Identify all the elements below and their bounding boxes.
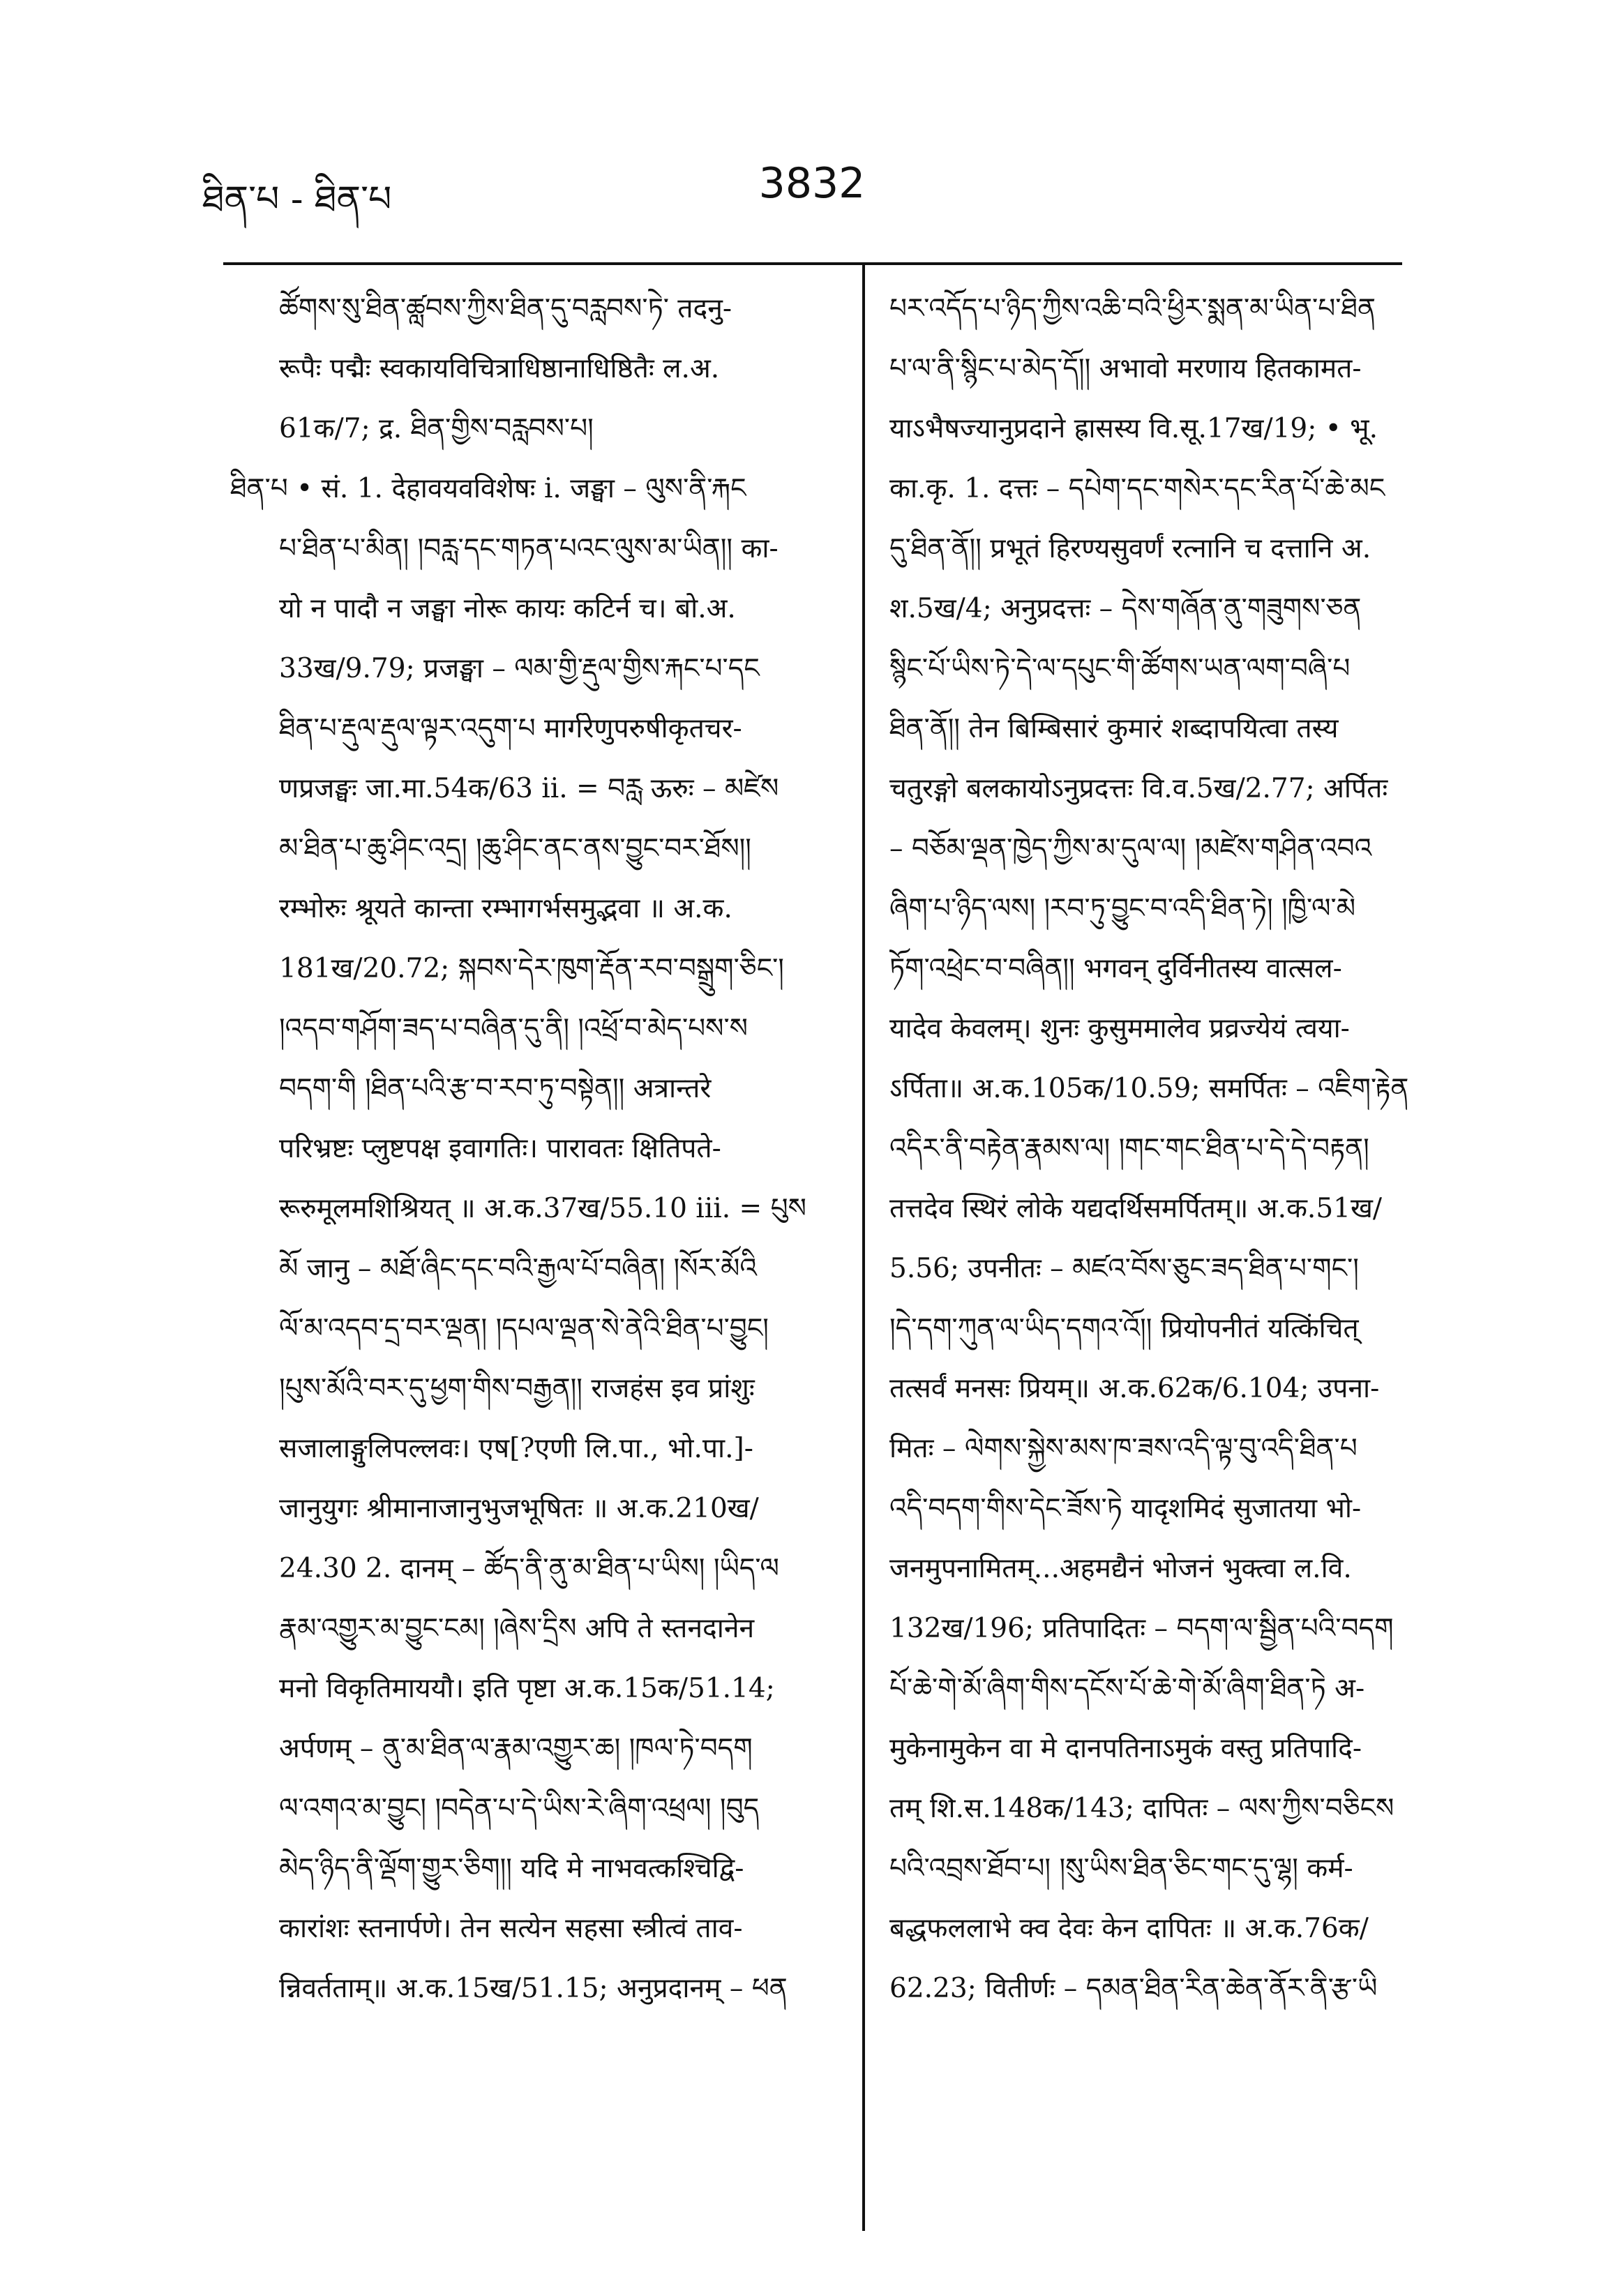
entry-line: कारांशः स्तनार्पणे। तेन सत्येन सहसा स्त्रीत्वं ताव- — [279, 1913, 743, 1944]
entry-line: याऽभैषज्यानुप्रदाने ह्रासस्य वि.सू.17ख/19; • भू. — [889, 413, 1378, 444]
page-header — [202, 159, 1422, 222]
entry-line: जनमुपनामितम्...अहमद्यैनं भोजनं भुक्त्वा ल.वि. — [889, 1553, 1352, 1584]
entry-line: པ་ཐིན་པ་མིན། །བརླ་དང་གཏན་པའང་ལུས་མ་ཡིན།། का- — [279, 533, 779, 564]
entry-line: अर्पणम् – ནུ་མ་ཐིན་ལ་རྣམ་འགྱུར་ཆ། །ཁལ་ཏེ་བདག — [279, 1733, 753, 1764]
entry-line: 181ख/20.72; སྐབས་དེར་ཁུག་རྡོན་རབ་བསྒྲུག་ཅིང་། — [279, 953, 784, 984]
entry-line: པའི་འབྲས་ཐོབ་པ། །སུ་ཡིས་ཐིན་ཅིང་གང་དུ་ལྷ། कर्म- — [889, 1853, 1353, 1884]
running-head: ཐིན་པ - ཐིན་པ — [202, 179, 392, 220]
entry-line: न्निवर्तताम्॥ अ.क.15ख/51.15; अनुप्रदानम् – ཕན — [279, 1973, 788, 2004]
entry-line: मुकेनामुकेन वा मे दानपतिनाऽमुकं वस्तु प्रतिपादि- — [889, 1733, 1362, 1764]
column-divider — [862, 264, 865, 2231]
entry-line: – བཅོམ་ལྡན་ཁྱེད་ཀྱིས་མ་དུལ་ལ། །མཛེས་གཤིན་འབའ — [889, 833, 1372, 864]
entry-line: तत्तदेव स्थिरं लोके यद्यदर्थिसमर्पितम्॥ अ.क.51ख/ — [889, 1193, 1383, 1224]
entry-line: ཚོགས་སུ་ཐིན་ཚླབས་ཀྱིས་ཐིན་དུ་བརླབས་ཏེ་ तदनु- — [279, 293, 732, 324]
entry-line: ཐིན་ནོ།། तेन बिम्बिसारं कुमारं शब्दापयित्वा तस्य — [889, 713, 1339, 744]
entry-line: 62.23; वितीर्णः – དམན་ཐིན་རིན་ཆེན་ནོར་ནི་རྩ་ཡི — [889, 1973, 1378, 2004]
entry-line: चतुरङ्गो बलकायोऽनुप्रदत्तः वि.व.5ख/2.77; अर्पितः — [889, 773, 1388, 804]
entry-line: །འདབ་གཤོག་ཟད་པ་བཞིན་དུ་ནི། །འཕྲོ་བ་མེད་པས་ས — [279, 1013, 749, 1044]
entry-line: དུ་ཐིན་ནོ།། प्रभूतं हिरण्यसुवर्णं रत्नानि च दत्तानि अ. — [889, 533, 1371, 564]
entry-line: འདིར་ནི་བརྟེན་རྣམས་ལ། །གང་གང་ཐིན་པ་དེ་དེ་བརྟན། — [889, 1133, 1369, 1164]
entry-line: །པུས་མོའི་བར་དུ་ཕྱག་གིས་བརྒྱན།། राजहंस इव प्रांशुः — [279, 1373, 755, 1404]
entry-line: བདག་གི །ཐིན་པའི་རྩ་བ་རབ་ཏུ་བསྟེན།། अत्रान्तरे — [279, 1073, 712, 1104]
entry-line: པ་ལ་ནི་སྙིང་པ་མེད་དོ།། अभावो मरणाय हितकामत- — [889, 353, 1362, 384]
entry-line: 33ख/9.79; प्रजङ्घा – ལམ་གྱི་རྡུལ་གྱིས་རྐང་པ་དང — [279, 653, 760, 684]
entry-line: རྣམ་འགྱུར་མ་བྱུང་ངམ། །ཞེས་དྲིས अपि ते स्तनदानेन — [279, 1613, 755, 1644]
entry-line: ལ་འགའ་མ་བྱུང། །བདེན་པ་དེ་ཡིས་རེ་ཞིག་འཕྲལ། །བུད — [279, 1793, 760, 1824]
left-column — [230, 279, 823, 2019]
entry-line: ཐིན་པ • सं. 1. देहावयवविशेषः i. जङ्घा – ལུས་ནི་རྐང — [230, 473, 746, 504]
entry-line: ཞིག་པ་ཉིད་ལས། །རབ་ཏུ་བྱུང་བ་འདི་ཐིན་ཏེ། །ཁྱི་ལ་མེ — [889, 893, 1356, 924]
entry-line: མོ जानु – མཐོ་ཞིང་དང་བའི་རྒྱལ་པོ་བཞིན། །སོར་མོའི — [279, 1253, 757, 1284]
entry-line: बद्धफललाभे क्व देवः केन दापितः ॥ अ.क.76क/ — [889, 1913, 1369, 1944]
entry-line: ऽर्पिता॥ अ.क.105क/10.59; समर्पितः – འཇིག་རྟེན — [889, 1073, 1409, 1104]
entry-line: པོ་ཆེ་གེ་མོ་ཞིག་གིས་དངོས་པོ་ཆེ་གེ་མོ་ཞིག་ཐིན་ཏེ अ- — [889, 1673, 1365, 1704]
entry-line: मनो विकृतिमाययौ। इति पृष्टा अ.क.15क/51.14; — [279, 1673, 775, 1704]
entry-line: परिभ्रष्टः प्लुष्टपक्ष इवागतिः। पारावतः क्षितिपते- — [279, 1133, 721, 1164]
entry-line: का.कृ. 1. दत्तः – དཔེག་དང་གསེར་དང་རིན་པོ་ཆེ་མང — [889, 473, 1385, 504]
entry-line: यो न पादौ न जङ्घा नोरू कायः कटिर्न च। बो.अ. — [279, 593, 736, 624]
entry-line: जानुयुगः श्रीमानाजानुभुजभूषितः ॥ अ.क.210ख/ — [279, 1493, 759, 1524]
entry-line: ཏོག་འཕྲེང་བ་བཞིན།། भगवन् दुर्विनीतस्य वात्सल- — [889, 953, 1342, 984]
entry-line: 5.56; उपनीतः – མཛའ་བོས་ཅུང་ཟད་ཐིན་པ་གང་། — [889, 1253, 1359, 1284]
entry-line: ལོ་མ་འདབ་དྲ་བར་ལྡན། །དཔལ་ལྡན་སེ་ནེའི་ཐིན་པ་བྱུང། — [279, 1313, 769, 1344]
entry-line: रूरुमूलमशिश्रियत् ॥ अ.क.37ख/55.10 iii. = པུས — [279, 1193, 806, 1224]
entry-line: तम् शि.स.148क/143; दापितः – ལས་ཀྱིས་བཅིངས — [889, 1793, 1394, 1824]
entry-line: सजालाङ्गुलिपल्लवः। एष[?एणी लि.पा., भो.पा.]- — [279, 1433, 753, 1464]
entry-line: 132ख/196; प्रतिपादितः – བདག་ལ་སྦྱིན་པའི་བདག — [889, 1613, 1394, 1644]
entry-line: णप्रजङ्घः जा.मा.54क/63 ii. = བརླ ऊरुः – མཛེས — [279, 773, 779, 804]
entry-line: མ་ཐིན་པ་ཆུ་ཤིང་འདྲ། །ཆུ་ཤིང་ནང་ནས་བྱུང་བར་ཐོས།། — [279, 833, 751, 864]
entry-line: रम्भोरुः श्रूयते कान्ता रम्भागर्भसमुद्भवा ॥ अ.क. — [279, 893, 732, 924]
entry-line: श.5ख/4; अनुप्रदत्तः – དེས་གཞོན་ནུ་གཟུགས་ཅན — [889, 593, 1362, 624]
entry-line: तत्सर्वं मनसः प्रियम्॥ अ.क.62क/6.104; उपना- — [889, 1373, 1380, 1404]
entry-line: པར་འདོད་པ་ཉིད་ཀྱིས་འཆི་བའི་ཕྱིར་སྨན་མ་ཡིན་པ་ཐིན — [889, 293, 1376, 324]
page-number: 3832 — [758, 159, 866, 208]
entry-line: ཐིན་པ་རྡུལ་རྡུལ་ལྟར་འདུག་པ मार्गरेणुपरुषीकृतचर- — [279, 713, 742, 744]
entry-line: འདི་བདག་གིས་དེང་ཟོས་ཏེ यादृशमिदं सुजातया भो- — [889, 1493, 1362, 1524]
entry-line: 24.30 2. दानम् – ཚོད་ནི་ནུ་མ་ཐིན་པ་ཡིས། །ཡིད་ལ — [279, 1553, 779, 1584]
entry-line: སྙིང་པོ་ཡིས་ཏེ་དེ་ལ་དཔུང་གི་ཚོགས་ཡན་ལག་བཞི་པ — [889, 653, 1351, 684]
entry-line: यादेव केवलम्। शुनः कुसुममालेव प्रव्रज्येयं त्वया- — [889, 1013, 1350, 1044]
right-column — [889, 279, 1482, 2019]
entry-line: །དེ་དག་ཀུན་ལ་ཡིད་དགའ་འོ།། प्रियोपनीतं यत्किंचित् — [889, 1313, 1359, 1344]
entry-line: रूपैः पद्मैः स्वकायविचित्राधिष्ठानाधिष्ठितैः ल.अ. — [279, 353, 720, 384]
entry-line: 61क/7; द्र. ཐིན་གྱིས་བརླབས་པ། — [279, 413, 594, 444]
entry-line: मितः – ལེགས་སྐྱེས་མས་ཁ་ཟས་འདི་ལྟ་བུ་འདི་ཐིན་པ — [889, 1433, 1358, 1464]
header-rule — [223, 262, 1402, 265]
entry-line: མེད་ཉིད་ནི་ལྡོག་གྱུར་ཅིག།། यदि मे नाभवत्कश्चिद्वि- — [279, 1853, 744, 1884]
